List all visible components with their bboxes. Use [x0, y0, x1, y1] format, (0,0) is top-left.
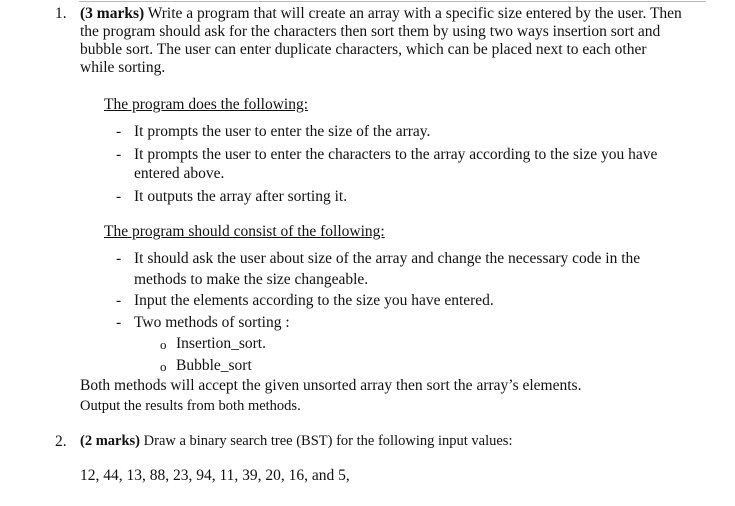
- q2-text: Draw a binary search tree (BST) for the following input values:: [143, 433, 513, 449]
- q1-text-1: Write a program that will create an array with a specific size entered by the user. Then: [147, 5, 682, 22]
- top-rule: [79, 1, 706, 2]
- q1-line-3: bubble sort. The user can enter duplicate characters, which can be placed next to each other: [80, 41, 647, 58]
- q1-closing: Both methods will accept the given unsorted array then sort the array’s elements.: [80, 377, 582, 394]
- consist-item-1-line-1: It should ask the user about size of the array and change the necessary code in the: [134, 250, 641, 267]
- q2-values: 12, 44, 13, 88, 23, 94, 11, 39, 20, 16, and 5,: [80, 467, 350, 484]
- sub-bullet-circle: o: [160, 359, 167, 374]
- sort-method-bubble: Bubble_sort: [176, 357, 252, 374]
- bullet-dash: -: [116, 188, 122, 205]
- does-item-1: It prompts the user to enter the size of the array.: [134, 123, 431, 140]
- does-item-2-line-2: entered above.: [134, 165, 225, 182]
- q1-line-4: while sorting.: [80, 59, 166, 76]
- sort-method-insertion: Insertion_sort.: [176, 335, 266, 352]
- consist-item-1-line-2: methods to make the size changeable.: [134, 271, 369, 288]
- bullet-dash: -: [116, 146, 122, 163]
- does-item-2-line-1: It prompts the user to enter the characters to the array according to the size you have: [134, 146, 658, 163]
- q1-output-line: Output the results from both methods.: [80, 398, 301, 414]
- q2-line: [80, 432, 512, 451]
- does-heading: The program does the following:: [104, 96, 309, 113]
- q2-marks: (2 marks): [80, 433, 141, 449]
- sub-bullet-circle: o: [160, 337, 167, 352]
- q2-number: 2.: [55, 433, 67, 450]
- bullet-dash: -: [116, 314, 122, 331]
- consist-item-3: Two methods of sorting :: [134, 314, 290, 331]
- bullet-dash: -: [116, 123, 122, 140]
- consist-heading: The program should consist of the following:: [104, 223, 385, 240]
- consist-item-2: Input the elements according to the size you have entered.: [134, 292, 494, 309]
- bullet-dash: -: [116, 250, 122, 267]
- does-item-3: It outputs the array after sorting it.: [134, 188, 348, 205]
- q1-line-2: the program should ask for the characters then sort them by using two ways insertion sort and: [80, 23, 661, 40]
- q1-number: 1.: [55, 5, 67, 22]
- q1-line-1: [80, 4, 682, 23]
- bullet-dash: -: [116, 292, 122, 309]
- q1-marks: (3 marks): [80, 5, 145, 22]
